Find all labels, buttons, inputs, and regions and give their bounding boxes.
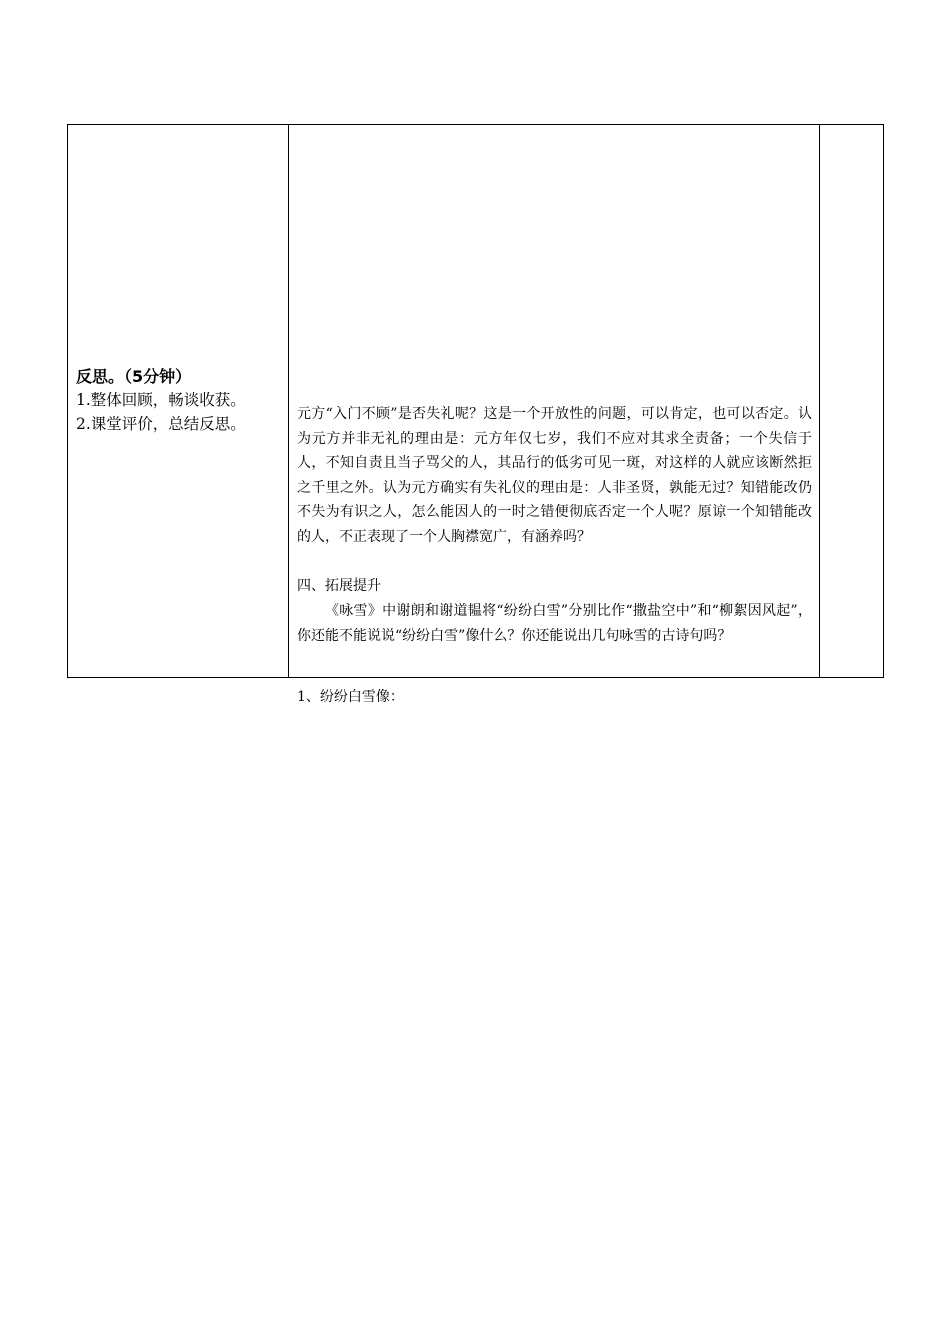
discussion-paragraph: 元方“入门不顾”是否失礼呢？这是一个开放性的问题，可以肯定，也可以否定。认为元方并非无礼的理由是：元方年仅七岁，我们不应对其求全责备；一个失信于人，不知自责且当子骂父的人，其品行的低劣可见一斑，对这样的人就应该断然拒之千里之外。认为元方确实有失礼仪的理由是：人非圣贤，孰能无过？知错能改仍不失为有识之人，怎么能因人的一时之错便彻底否定一个人呢？原谅一个知错能改的人，不正表现了一个人胸襟宽广，有涵养吗？ [297,406,812,545]
reflection-heading: 反思。（5分钟） [76,367,192,386]
reflection-item-2: 2.课堂评价，总结反思。 [76,415,246,433]
snow-simile-prompt: 1、纷纷白雪像： [297,689,404,705]
column-divider-left [288,125,289,677]
reflection-item-1: 1.整体回顾，畅谈收获。 [76,391,246,409]
reflection-cell [76,366,286,436]
column-divider-right [819,125,820,677]
section-heading-extension: 四、拓展提升 [297,578,381,594]
extension-question: 《咏雪》中谢朗和谢道韫将“纷纷白雪”分别比作“撒盐空中”和“柳絮因风起”，你还能不能说说“纷纷白雪”像什么？你还能说出几句咏雪的古诗句吗？ [297,603,812,644]
